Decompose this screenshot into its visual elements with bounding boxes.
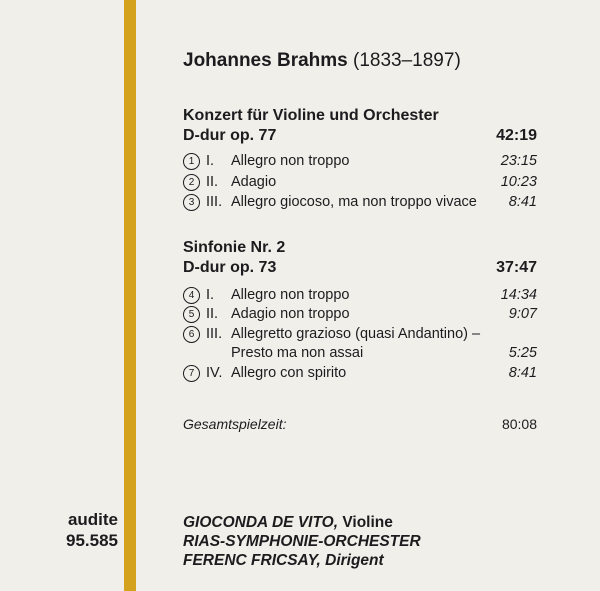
track-row xyxy=(183,151,537,171)
movement-number: II. xyxy=(206,174,219,190)
track-row xyxy=(183,192,537,212)
track-number: 4 xyxy=(183,287,200,304)
movement-number: II. xyxy=(206,306,219,322)
track-duration: 8:41 xyxy=(508,365,537,381)
catalog-number: 95.585 xyxy=(66,531,118,550)
track-duration: 14:34 xyxy=(500,287,537,303)
track-number: 1 xyxy=(183,153,200,170)
gold-stripe xyxy=(124,0,136,591)
track-row xyxy=(183,363,537,383)
movement-title: Allegro con spirito xyxy=(231,365,347,381)
work-2-title: Sinfonie Nr. 2 xyxy=(183,239,286,256)
track-number: 3 xyxy=(183,194,200,211)
credit-name: RIAS-SYMPHONIE-ORCHESTER xyxy=(183,533,421,550)
total-playing-time xyxy=(183,414,537,434)
track-row xyxy=(183,285,537,305)
credit-role: Dirigent xyxy=(325,552,384,569)
movement-title: Allegro non troppo xyxy=(231,153,350,169)
track-number: 5 xyxy=(183,306,200,323)
credit-conductor xyxy=(183,551,384,570)
movement-title: Adagio xyxy=(231,174,277,190)
movement-title: Allegro giocoso, ma non troppo vivace xyxy=(231,194,477,210)
composer-heading xyxy=(183,50,461,72)
track-row xyxy=(183,324,537,344)
track-duration: 8:41 xyxy=(508,194,537,210)
movement-number: III. xyxy=(206,194,223,210)
movement-number: I. xyxy=(206,153,215,169)
label-name: audite xyxy=(67,510,118,529)
credit-name: GIOCONDA DE VITO, xyxy=(183,514,339,531)
movement-title: Adagio non troppo xyxy=(231,306,350,322)
movement-number: I. xyxy=(206,287,215,303)
work-1-key: D-dur op. 77 xyxy=(183,127,277,144)
movement-title: Allegretto grazioso (quasi Andantino) – xyxy=(231,326,481,342)
work-1-title: Konzert für Violine und Orchester xyxy=(183,107,439,124)
total-value: 80:08 xyxy=(501,416,537,432)
track-number: 2 xyxy=(183,174,200,191)
track-row xyxy=(183,304,537,324)
credit-name: FERENC FRICSAY, xyxy=(183,552,321,569)
composer-name: Johannes Brahms xyxy=(183,50,348,71)
track-duration: 10:23 xyxy=(500,174,537,190)
movement-number: IV. xyxy=(206,365,223,381)
movement-title: Allegro non troppo xyxy=(231,287,350,303)
composer-dates: (1833–1897) xyxy=(353,50,461,71)
work-1-total: 42:19 xyxy=(496,127,537,144)
track-row xyxy=(183,172,537,192)
work-2-key: D-dur op. 73 xyxy=(183,259,277,276)
track-row-continuation xyxy=(183,343,537,363)
track-duration: 5:25 xyxy=(508,345,537,361)
track-number: 6 xyxy=(183,326,200,343)
work-2-total: 37:47 xyxy=(496,259,537,276)
credit-role: Violine xyxy=(342,514,393,531)
track-duration: 9:07 xyxy=(508,306,537,322)
credit-soloist xyxy=(183,513,393,532)
track-duration: 23:15 xyxy=(500,153,537,169)
movement-title: Presto ma non assai xyxy=(231,345,364,361)
credit-orchestra xyxy=(183,532,421,551)
track-number: 7 xyxy=(183,365,200,382)
total-label: Gesamtspielzeit: xyxy=(183,416,287,432)
movement-number: III. xyxy=(206,326,223,342)
